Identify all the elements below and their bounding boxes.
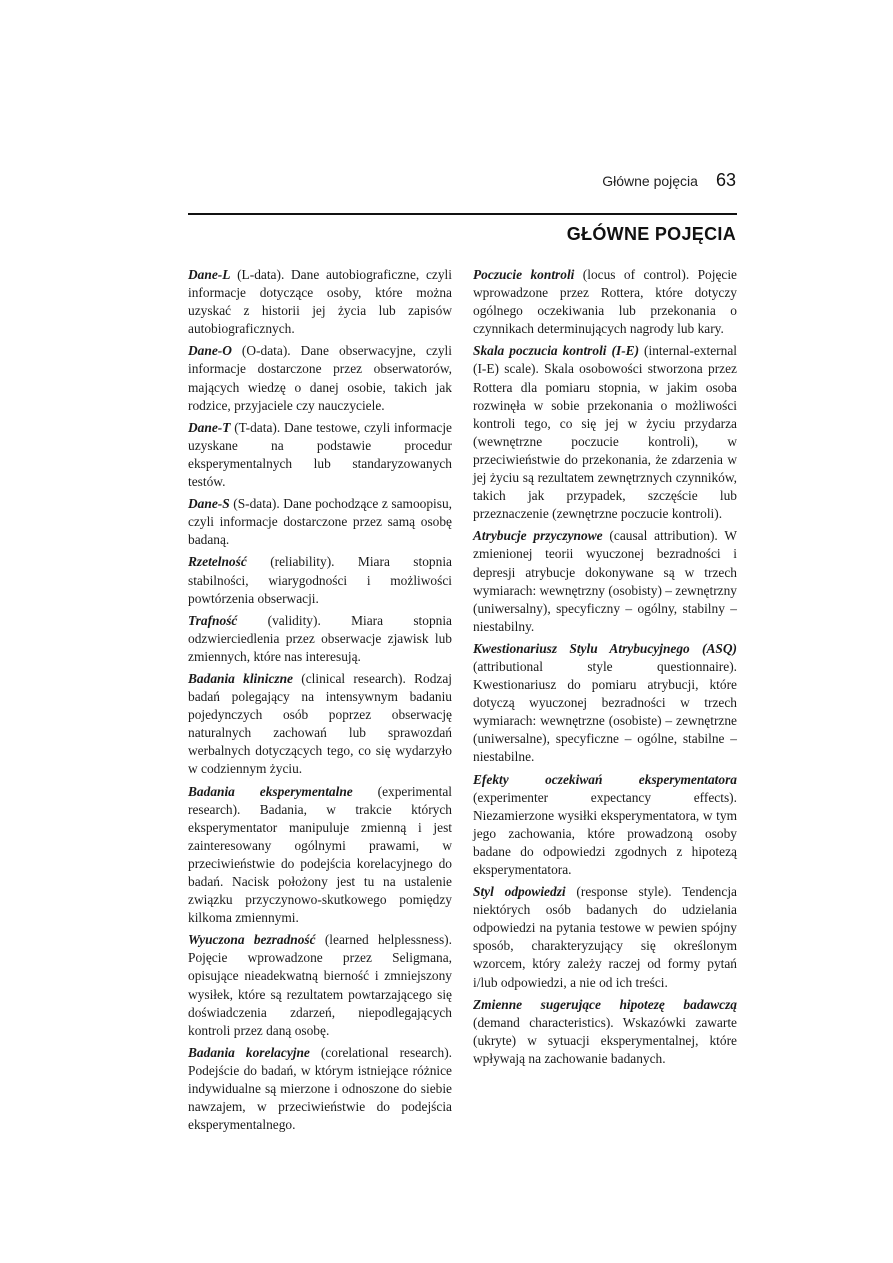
glossary-entry xyxy=(188,670,452,779)
glossary-definition: (demand characteristics). Wskazówki zawarte (ukryte) w sytuacji eksperymentalnej, które wpływają na zachowanie badanych. xyxy=(473,1014,737,1066)
glossary-term: Kwestionariusz Stylu Atrybucyjnego (ASQ) xyxy=(473,640,737,656)
glossary-entry xyxy=(188,495,452,549)
running-header xyxy=(560,170,736,198)
glossary-term: Zmienne sugerujące hipotezę badawczą xyxy=(473,996,737,1012)
glossary-definition: (locus of control). Pojęcie wprowadzone przez Rottera, które dotyczy ogólnego oczekiwania lub przekonania o czynnikach determinujących nagrody lub kary. xyxy=(473,267,737,337)
glossary-entry xyxy=(188,266,452,338)
glossary-entry xyxy=(473,342,737,523)
glossary-term: Dane-T xyxy=(188,419,231,435)
glossary-definition: (attributional style questionnaire). Kwestionariusz do pomiaru atrybucji, które dotyczą wyuczonej bezradności w trzech wymiarach: wewnętrzne (osobiste) – zewnętrzne (uniwersalne), specyficzne – ogólne, stabilne – niestabilne. xyxy=(473,658,737,765)
glossary-entry xyxy=(473,883,737,992)
glossary-term: Badania eksperymentalne xyxy=(188,783,353,799)
glossary-entry xyxy=(188,1044,452,1134)
glossary-entry xyxy=(188,931,452,1040)
glossary-term: Trafność xyxy=(188,612,238,628)
glossary-term: Badania korelacyjne xyxy=(188,1044,310,1060)
glossary-entry xyxy=(188,612,452,666)
glossary-definition: (learned helplessness). Pojęcie wprowadzone przez Seligmana, opisujące nieadekwatną bierność i zmniejszony wysiłek, które są rezultatem powtarzającego się doświadczenia zdarzeń, niepodlegających kontroli przez daną osobę. xyxy=(188,932,452,1038)
header-rule xyxy=(188,213,737,215)
glossary-definition: (S-data). Dane pochodzące z samoopisu, czyli informacje dostarczone przez samą osobę badaną. xyxy=(188,496,452,548)
glossary-term: Dane-S xyxy=(188,496,230,512)
glossary-definition: (O-data). Dane obserwacyjne, czyli informacje dostarczone przez obserwatorów, mających wiedzę o danej osobie, takich jak rodzice, przyjaciele czy nauczyciele. xyxy=(188,343,452,413)
glossary-entry xyxy=(188,783,452,928)
glossary-term: Poczucie kontroli xyxy=(473,267,575,282)
glossary-entry xyxy=(473,640,737,767)
glossary-term: Dane-L xyxy=(188,267,231,282)
glossary-term: Styl odpowiedzi xyxy=(473,884,566,900)
glossary-definition: (corelational research). Podejście do badań, w którym istniejące różnice indywidualne są mierzone i odnoszone do siebie nawzajem, w przeciwieństwie do podejścia eksperymentalnego. xyxy=(188,1044,452,1133)
glossary-term: Efekty oczekiwań eksperymentatora xyxy=(473,771,737,787)
glossary-definition: (clinical research). Rodzaj badań polegający na intensywnym badaniu pojedynczych osób poprzez obserwację naturalnych zachowań lub sprawozdań werbalnych dotyczących tego, co się wydarzyło w codziennym życiu. xyxy=(188,670,452,777)
glossary-term: Badania kliniczne xyxy=(188,670,293,686)
glossary-term: Skala poczucia kontroli (I-E) xyxy=(473,343,640,359)
glossary-entry xyxy=(188,553,452,607)
glossary-left-column xyxy=(188,266,452,1138)
glossary-definition: (response style). Tendencja niektórych osób badanych do udzielania odpowiedzi na pytania testowe w pewien spójny sposób, charakteryzujący się określonym wzorcem, który zależy raczej od formy pytań i/lub odpowiedzi, a nie od ich treści. xyxy=(473,884,737,990)
glossary-entry xyxy=(473,266,737,338)
glossary-term: Rzetelność xyxy=(188,554,247,570)
glossary-entry xyxy=(188,342,452,414)
glossary-definition: (experimenter expectancy effects). Niezamierzone wysiłki eksperymentatora, w tym jego zachowania, które prowadzoną osoby badane do odpowiedzi zgodnych z hipotezą eksperymentatora. xyxy=(473,789,737,877)
page-number: 63 xyxy=(715,170,736,190)
running-title: Główne pojęcia xyxy=(602,173,698,189)
glossary-definition: (T-data). Dane testowe, czyli informacje uzyskane na podstawie procedur eksperymentalnych lub standaryzowanych testów. xyxy=(188,419,452,490)
glossary-right-column xyxy=(473,266,737,1072)
glossary-definition: (reliability). Miara stopnia stabilności, wiarygodności i możliwości powtórzenia obserwacji. xyxy=(188,554,452,606)
glossary-definition: (validity). Miara stopnia odzwierciedlenia przez obserwacje zjawisk lub zmiennych, które nas interesują. xyxy=(188,612,452,664)
glossary-entry xyxy=(188,419,452,491)
glossary-entry xyxy=(473,996,737,1068)
glossary-entry xyxy=(473,771,737,880)
glossary-term: Atrybucje przyczynowe xyxy=(473,528,603,544)
glossary-term: Wyuczona bezradność xyxy=(188,932,316,948)
glossary-entry xyxy=(473,527,737,636)
section-title: GŁÓWNE POJĘCIA xyxy=(566,224,736,244)
glossary-definition: (L-data). Dane autobiograficzne, czyli informacje dotyczące osoby, które można uzyskać z historii jej życia lub zapisów autobiograficznych. xyxy=(188,267,452,337)
glossary-definition: (internal-external (I-E) scale). Skala osobowości stworzona przez Rottera dla pomiaru stopnia, w jakim osoba rozwinęła w sobie przekonania o możliwości kontroli tego, co się jej w życiu przydarza (wewnętrzne poczucie kontroli), w przeciwieństwie do przekonania, że zdarzenia w jej życiu są rezultatem zewnętrznych czynników, takich jak przypadek, szczęście lub przeznaczenie (zewnętrzne poczucie kontroli). xyxy=(473,343,737,522)
glossary-definition: (experimental research). Badania, w trakcie których eksperymentator manipuluje zmienną i jest zainteresowany ogólnymi prawami, w przeciwieństwie do podejścia korelacyjnego do badań. Nacisk położony jest tu na ustalenie związku przyczynowo-skutkowego pomiędzy kilkoma zmiennymi. xyxy=(188,783,452,926)
glossary-term: Dane-O xyxy=(188,343,232,359)
glossary-definition: (causal attribution). W zmienionej teorii wyuczonej bezradności i depresji atrybucje dokonywane są w trzech wymiarach: wewnętrzny (osobisty) – zewnętrzny (uniwersalny), specyficzny – ogólny, stabilny – niestabilny. xyxy=(473,528,738,634)
